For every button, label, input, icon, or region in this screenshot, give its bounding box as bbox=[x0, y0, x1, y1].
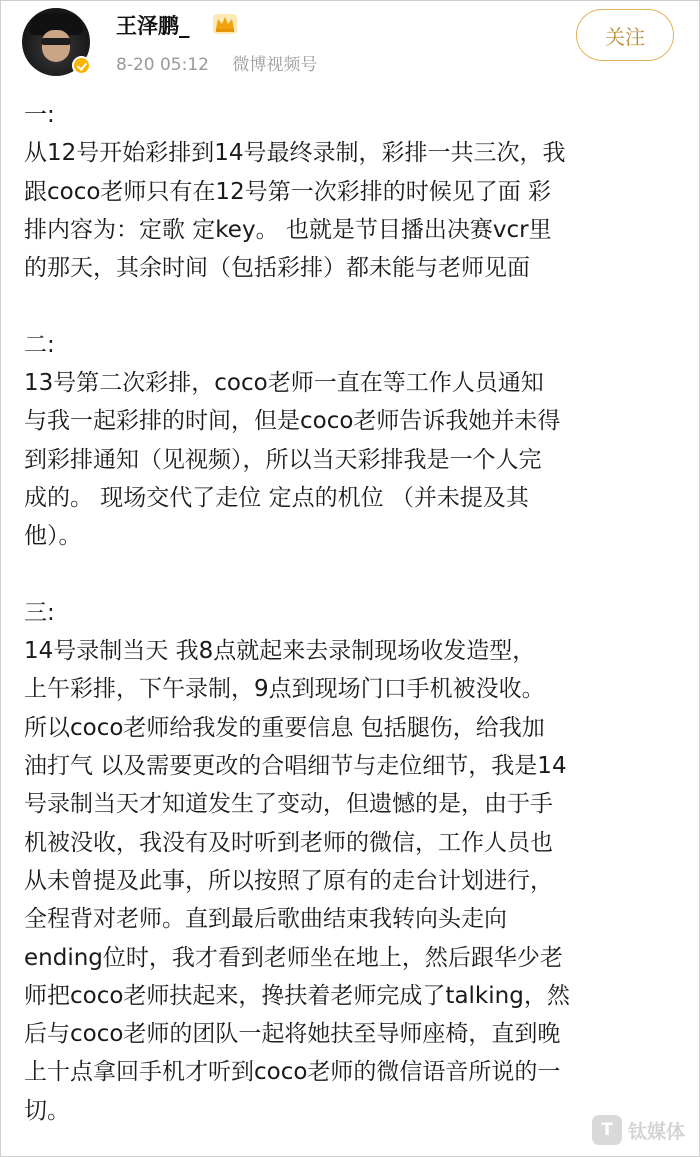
post-line: 成的。 现场交代了走位 定点的机位 （并未提及其 bbox=[24, 484, 529, 511]
post-line: 号录制当天才知道发生了变动，但遗憾的是，由于手 bbox=[24, 791, 553, 818]
post-line: 机被没收，我没有及时听到老师的微信，工作人员也 bbox=[24, 829, 553, 856]
post-line: 的那天，其余时间（包括彩排）都未能与老师见面 bbox=[24, 255, 530, 282]
post-line: 跟coco老师只有在12号第一次彩排的时候见了面 彩 bbox=[24, 178, 552, 205]
post-timestamp: 8-20 05:12 bbox=[116, 55, 209, 75]
post-meta bbox=[116, 50, 317, 75]
username[interactable]: 王泽鹏_ bbox=[116, 14, 190, 38]
avatar-face-shape bbox=[42, 30, 70, 62]
post-line: 油打气 以及需要更改的合唱细节与走位细节，我是14 bbox=[24, 753, 567, 780]
post-line: 三: bbox=[24, 599, 55, 626]
avatar-sunglasses-shape bbox=[41, 38, 71, 45]
post-line: ending位时，我才看到老师坐在地上，然后跟华少老 bbox=[24, 944, 563, 971]
post-line: 从未曾提及此事，所以按照了原有的走台计划进行， bbox=[24, 867, 553, 894]
post-line: 全程背对老师。直到最后歌曲结束我转向头走向 bbox=[24, 906, 507, 933]
post-line: 排内容为：定歌 定key。 也就是节目播出决赛vcr里 bbox=[24, 216, 552, 243]
post-line: 14号录制当天 我8点就起来去录制现场收发造型， bbox=[24, 638, 536, 665]
paragraph-gap bbox=[24, 287, 684, 325]
verified-badge-icon bbox=[72, 56, 91, 75]
follow-button[interactable]: 关注 bbox=[576, 9, 674, 61]
post-line: 后与coco老师的团队一起将她扶至导师座椅，直到晚 bbox=[24, 1021, 561, 1048]
post-line: 从12号开始彩排到14号最终录制，彩排一共三次，我 bbox=[24, 140, 566, 167]
post-body bbox=[24, 96, 684, 1130]
post-source[interactable]: 微博视频号 bbox=[232, 55, 318, 75]
post-line: 与我一起彩排的时间，但是coco老师告诉我她并未得 bbox=[24, 408, 561, 435]
tmtpost-logo-icon: T bbox=[592, 1115, 622, 1145]
post-line: 他）。 bbox=[24, 523, 82, 550]
post-line: 二: bbox=[24, 331, 55, 358]
paragraph-gap bbox=[24, 556, 684, 594]
post-line: 切。 bbox=[24, 1097, 70, 1124]
post-line: 13号第二次彩排，coco老师一直在等工作人员通知 bbox=[24, 370, 544, 397]
watermark bbox=[592, 1113, 685, 1147]
post-header bbox=[0, 0, 700, 86]
post-line: 上十点拿回手机才听到coco老师的微信语音所说的一 bbox=[24, 1059, 561, 1086]
post-line: 一: bbox=[24, 102, 55, 128]
post-line: 所以coco老师给我发的重要信息 包括腿伤，给我加 bbox=[24, 714, 545, 741]
post-line: 师把coco老师扶起来，搀扶着老师完成了talking，然 bbox=[24, 982, 570, 1009]
crown-icon bbox=[211, 13, 239, 35]
watermark-text: 钛媒体 bbox=[628, 1120, 686, 1143]
post-line: 到彩排通知（见视频），所以当天彩排我是一个人完 bbox=[24, 446, 542, 473]
post-line: 上午彩排，下午录制，9点到现场门口手机被没收。 bbox=[24, 676, 545, 703]
